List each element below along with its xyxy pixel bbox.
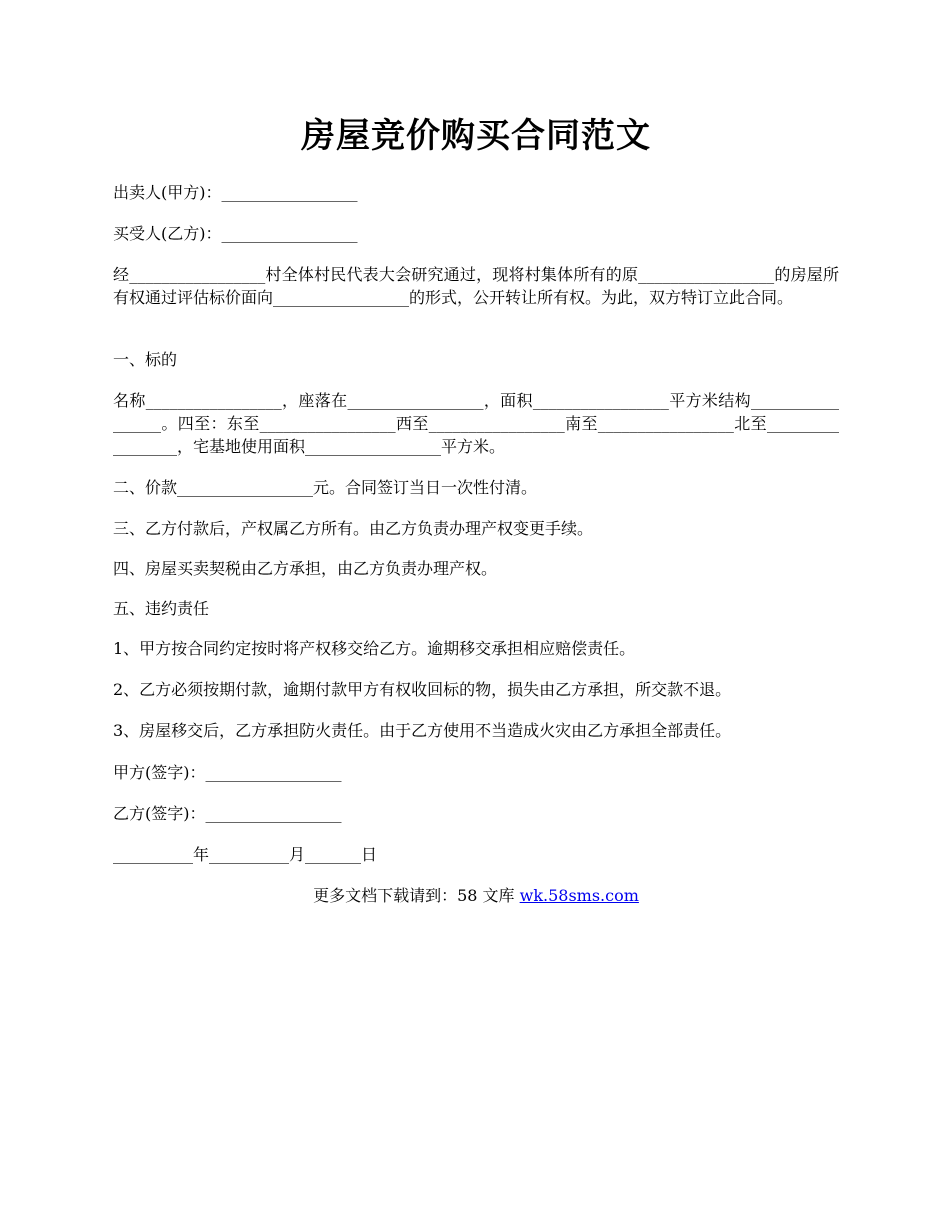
seller-line: 出卖人(甲方)：_________________ <box>113 183 358 202</box>
section1-heading: 一、标的 <box>113 350 178 369</box>
clause-3: 3、房屋移交后，乙方承担防火责任。由于乙方使用不当造成火灾由乙方承担全部责任。 <box>113 721 732 740</box>
intro-paragraph: 经_________________村全体村民代表大会研究通过，现将村集体所有的原_________________的房屋所有权通过评估标价面向_________________的形式，公开转让所有权。为此，双方特订立此合同。 <box>113 265 839 307</box>
signature-party-a: 甲方(签字)：_________________ <box>113 763 342 782</box>
section2-price: 二、价款_________________元。合同签订当日一次性付清。 <box>113 478 538 497</box>
section1-body: 名称_________________，座落在_________________，面积_________________平方米结构_________________。四至：东至_________________西至_________________南至_________________北至_________________，宅基地使用面积_________________平方米。 <box>113 391 839 456</box>
footer <box>113 884 839 907</box>
footer-text: 更多文档下载请到：58 文库 <box>313 886 520 905</box>
date-line: __________年__________月_______日 <box>113 845 378 864</box>
section5-heading: 五、违约责任 <box>113 599 210 618</box>
signature-party-b: 乙方(签字)：_________________ <box>113 804 342 823</box>
document-title: 房屋竞价购买合同范文 <box>301 116 651 156</box>
section3-ownership: 三、乙方付款后，产权属乙方所有。由乙方负责办理产权变更手续。 <box>113 519 594 538</box>
clause-1: 1、甲方按合同约定按时将产权移交给乙方。逾期移交承担相应赔偿责任。 <box>113 639 636 658</box>
section4-tax: 四、房屋买卖契税由乙方承担，由乙方负责办理产权。 <box>113 559 498 578</box>
buyer-line: 买受人(乙方)：_________________ <box>113 224 358 243</box>
footer-link[interactable]: wk.58sms.com <box>519 886 639 905</box>
clause-2: 2、乙方必须按期付款，逾期付款甲方有权收回标的物，损失由乙方承担，所交款不退。 <box>113 680 732 699</box>
